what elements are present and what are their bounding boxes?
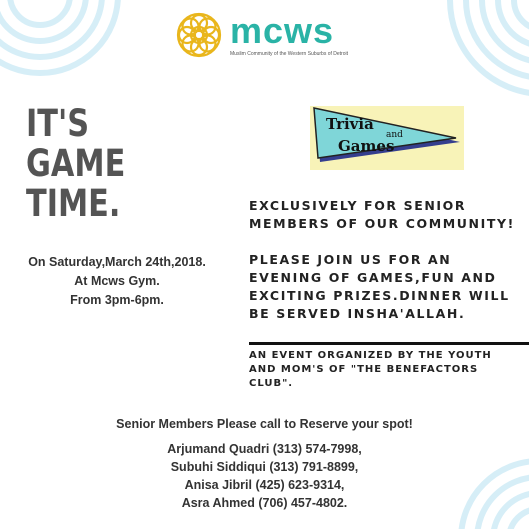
contact-item: Anisa Jibril (425) 623-9314, — [184, 478, 345, 492]
organizer-line: AND MOM'S OF "THE BENEFACTORS — [249, 364, 479, 375]
invitation-text — [249, 251, 519, 323]
decorative-circles-top-right — [419, 0, 529, 100]
flower-emblem-icon — [176, 12, 222, 58]
invitation-line: EVENING OF GAMES,FUN AND — [249, 270, 497, 285]
organizer-line: CLUB". — [249, 378, 294, 389]
contact-item: Subuhi Siddiqui (313) 791-8899, — [170, 460, 359, 474]
event-time: From 3pm-6pm. — [70, 293, 164, 307]
and-word: and — [386, 130, 403, 140]
invitation-line: EXCITING PRIZES.DINNER WILL — [249, 288, 510, 303]
brand-name: mcws — [230, 10, 335, 51]
exclusive-line: MEMBERS OF OUR COMMUNITY! — [249, 216, 515, 231]
event-details — [12, 253, 222, 310]
headline — [26, 104, 190, 224]
headline-line: IT'S GAME — [26, 102, 126, 185]
brand-subtitle: Muslim Community of the Western Suburbs of Detroit — [230, 51, 349, 57]
contact-item: Asra Ahmed (706) 457-4802. — [181, 496, 348, 510]
trivia-word: Trivia — [326, 115, 374, 133]
invitation-line: PLEASE JOIN US FOR AN — [249, 252, 452, 267]
divider — [249, 342, 529, 345]
reserve-call-to-action: Senior Members Please call to Reserve your spot! — [116, 417, 413, 431]
organizer-note — [249, 349, 519, 391]
contact-list — [0, 440, 529, 512]
games-word: Games — [338, 137, 395, 155]
headline-line: TIME. — [26, 182, 121, 225]
mcws-logo — [176, 12, 348, 58]
exclusive-notice — [249, 197, 519, 233]
event-date: On Saturday,March 24th,2018. — [28, 255, 206, 269]
organizer-line: AN EVENT ORGANIZED BY THE YOUTH — [249, 350, 492, 361]
decorative-circles-top-left — [0, 0, 130, 100]
trivia-and-games-image — [310, 106, 464, 170]
exclusive-line: EXCLUSIVELY FOR SENIOR — [249, 198, 467, 213]
invitation-line: BE SERVED INSHA'ALLAH. — [249, 306, 466, 321]
contact-item: Arjumand Quadri (313) 574-7998, — [167, 442, 362, 456]
event-location: At Mcws Gym. — [74, 274, 160, 288]
